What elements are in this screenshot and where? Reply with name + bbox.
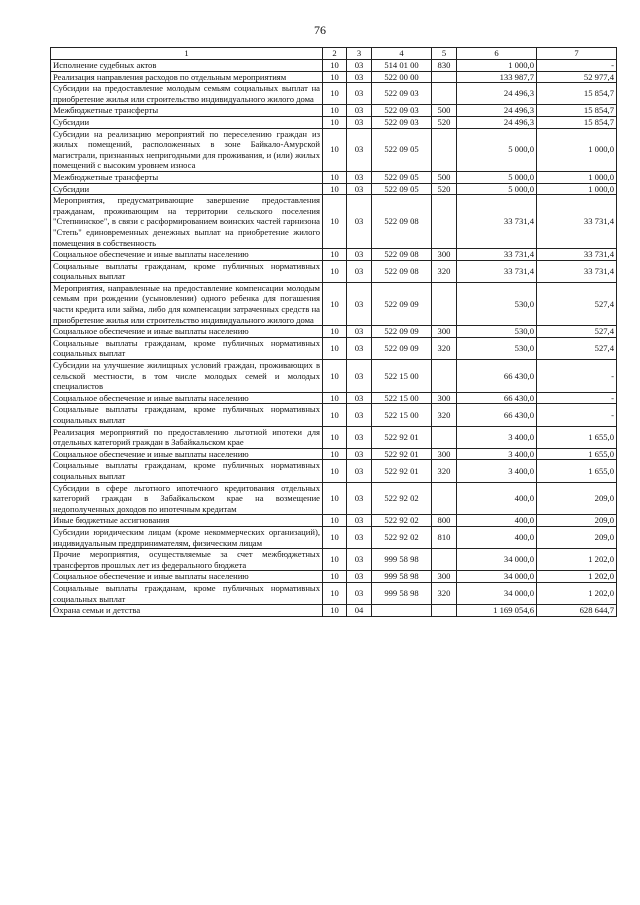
- executed-amount: 1 000,0: [537, 183, 617, 195]
- expense-type-code: 320: [432, 404, 457, 426]
- target-article-code: 514 01 00: [372, 60, 432, 72]
- subsection-code: 03: [347, 460, 372, 482]
- subsection-code: 03: [347, 582, 372, 604]
- subsection-code: 03: [347, 171, 372, 183]
- section-code: 10: [323, 195, 347, 249]
- subsection-code: 03: [347, 337, 372, 359]
- section-code: 10: [323, 360, 347, 393]
- subsection-code: 03: [347, 526, 372, 548]
- section-code: 10: [323, 183, 347, 195]
- executed-amount: -: [537, 60, 617, 72]
- subsection-code: 03: [347, 482, 372, 515]
- table-row: [51, 605, 617, 617]
- section-code: 10: [323, 128, 347, 171]
- target-article-code: 522 92 01: [372, 460, 432, 482]
- section-code: 10: [323, 448, 347, 460]
- target-article-code: 522 09 05: [372, 171, 432, 183]
- expense-type-code: 320: [432, 260, 457, 282]
- section-code: 10: [323, 326, 347, 338]
- table-row: [51, 515, 617, 527]
- row-name: Реализация направления расходов по отдельным мероприятиям: [51, 71, 323, 83]
- executed-amount: -: [537, 404, 617, 426]
- subsection-code: 03: [347, 128, 372, 171]
- executed-amount: 1 202,0: [537, 549, 617, 571]
- table-row: [51, 282, 617, 325]
- section-code: 10: [323, 71, 347, 83]
- header-cell: 1: [51, 48, 323, 60]
- executed-amount: 527,4: [537, 282, 617, 325]
- subsection-code: 03: [347, 282, 372, 325]
- executed-amount: -: [537, 392, 617, 404]
- row-name: Социальное обеспечение и иные выплаты населению: [51, 448, 323, 460]
- subsection-code: 03: [347, 83, 372, 105]
- planned-amount: 133 987,7: [457, 71, 537, 83]
- executed-amount: 527,4: [537, 337, 617, 359]
- executed-amount: 1 202,0: [537, 571, 617, 583]
- expense-type-code: [432, 482, 457, 515]
- row-name: Мероприятия, предусматривающие завершение предоставления гражданам, проживающим на территории сельского поселения "Степнинское", в связи с расформированием воинских частей гарнизона "Степь" единовременных денежных выплат на приобретение жилого помещения в собственность: [51, 195, 323, 249]
- table-row: [51, 105, 617, 117]
- subsection-code: 04: [347, 605, 372, 617]
- planned-amount: 24 496,3: [457, 105, 537, 117]
- planned-amount: 5 000,0: [457, 183, 537, 195]
- row-name: Субсидии в сфере льготного ипотечного кредитования отдельных категорий граждан в Забайкальском крае на возмещение недополученных доходов по ипотечным кредитам: [51, 482, 323, 515]
- planned-amount: 33 731,4: [457, 195, 537, 249]
- expense-type-code: 830: [432, 60, 457, 72]
- target-article-code: 522 09 05: [372, 128, 432, 171]
- row-name: Социальные выплаты гражданам, кроме публичных нормативных социальных выплат: [51, 260, 323, 282]
- budget-table: [50, 47, 617, 617]
- table-row: [51, 171, 617, 183]
- page-number: 76: [314, 23, 326, 37]
- executed-amount: -: [537, 360, 617, 393]
- table-row: [51, 426, 617, 448]
- subsection-code: 03: [347, 195, 372, 249]
- expense-type-code: 520: [432, 183, 457, 195]
- target-article-code: 522 92 02: [372, 526, 432, 548]
- table-row: [51, 448, 617, 460]
- planned-amount: 3 400,0: [457, 426, 537, 448]
- table-row: [51, 116, 617, 128]
- section-code: 10: [323, 392, 347, 404]
- planned-amount: 33 731,4: [457, 260, 537, 282]
- header-cell: 6: [457, 48, 537, 60]
- planned-amount: 5 000,0: [457, 171, 537, 183]
- target-article-code: [372, 605, 432, 617]
- target-article-code: 522 09 09: [372, 326, 432, 338]
- planned-amount: 3 400,0: [457, 448, 537, 460]
- expense-type-code: 320: [432, 337, 457, 359]
- expense-type-code: [432, 71, 457, 83]
- planned-amount: 1 169 054,6: [457, 605, 537, 617]
- planned-amount: 3 400,0: [457, 460, 537, 482]
- section-code: 10: [323, 337, 347, 359]
- section-code: 10: [323, 60, 347, 72]
- executed-amount: 628 644,7: [537, 605, 617, 617]
- expense-type-code: [432, 195, 457, 249]
- expense-type-code: 320: [432, 460, 457, 482]
- executed-amount: 527,4: [537, 326, 617, 338]
- row-name: Межбюджетные трансферты: [51, 171, 323, 183]
- section-code: 10: [323, 549, 347, 571]
- section-code: 10: [323, 460, 347, 482]
- subsection-code: 03: [347, 426, 372, 448]
- subsection-code: 03: [347, 249, 372, 261]
- expense-type-code: 810: [432, 526, 457, 548]
- header-cell: 4: [372, 48, 432, 60]
- target-article-code: 522 92 02: [372, 482, 432, 515]
- subsection-code: 03: [347, 260, 372, 282]
- section-code: 10: [323, 526, 347, 548]
- expense-type-code: 300: [432, 392, 457, 404]
- expense-type-code: 520: [432, 116, 457, 128]
- row-name: Социальные выплаты гражданам, кроме публичных нормативных социальных выплат: [51, 404, 323, 426]
- section-code: 10: [323, 404, 347, 426]
- planned-amount: 24 496,3: [457, 116, 537, 128]
- row-name: Прочие мероприятия, осуществляемые за счет межбюджетных трансфертов прошлых лет из федерального бюджета: [51, 549, 323, 571]
- table-row: [51, 260, 617, 282]
- table-row: [51, 195, 617, 249]
- executed-amount: 1 000,0: [537, 128, 617, 171]
- expense-type-code: 300: [432, 571, 457, 583]
- subsection-code: 03: [347, 326, 372, 338]
- section-code: 10: [323, 426, 347, 448]
- header-cell: 5: [432, 48, 457, 60]
- expense-type-code: [432, 282, 457, 325]
- planned-amount: 530,0: [457, 282, 537, 325]
- expense-type-code: 800: [432, 515, 457, 527]
- section-code: 10: [323, 582, 347, 604]
- planned-amount: 24 496,3: [457, 83, 537, 105]
- table-row: [51, 360, 617, 393]
- table-row: [51, 404, 617, 426]
- executed-amount: 1 655,0: [537, 448, 617, 460]
- table-row: [51, 549, 617, 571]
- target-article-code: 522 09 03: [372, 116, 432, 128]
- section-code: 10: [323, 571, 347, 583]
- expense-type-code: [432, 128, 457, 171]
- row-name: Иные бюджетные ассигнования: [51, 515, 323, 527]
- planned-amount: 34 000,0: [457, 582, 537, 604]
- section-code: 10: [323, 260, 347, 282]
- target-article-code: 522 09 08: [372, 249, 432, 261]
- target-article-code: 522 09 09: [372, 282, 432, 325]
- row-name: Межбюджетные трансферты: [51, 105, 323, 117]
- planned-amount: 66 430,0: [457, 360, 537, 393]
- table-row: [51, 582, 617, 604]
- table-row: [51, 83, 617, 105]
- target-article-code: 522 09 08: [372, 195, 432, 249]
- target-article-code: 522 92 01: [372, 448, 432, 460]
- target-article-code: 999 58 98: [372, 571, 432, 583]
- table-row: [51, 337, 617, 359]
- executed-amount: 15 854,7: [537, 116, 617, 128]
- row-name: Субсидии на улучшение жилищных условий граждан, проживающих в сельской местности, в том числе молодых семей и молодых специалистов: [51, 360, 323, 393]
- target-article-code: 522 15 00: [372, 404, 432, 426]
- executed-amount: 209,0: [537, 515, 617, 527]
- subsection-code: 03: [347, 183, 372, 195]
- executed-amount: 1 655,0: [537, 426, 617, 448]
- subsection-code: 03: [347, 515, 372, 527]
- subsection-code: 03: [347, 360, 372, 393]
- expense-type-code: [432, 605, 457, 617]
- target-article-code: 522 00 00: [372, 71, 432, 83]
- planned-amount: 400,0: [457, 515, 537, 527]
- section-code: 10: [323, 249, 347, 261]
- expense-type-code: [432, 549, 457, 571]
- planned-amount: 34 000,0: [457, 571, 537, 583]
- executed-amount: 1 000,0: [537, 171, 617, 183]
- row-name: Субсидии юридическим лицам (кроме некоммерческих организаций), индивидуальным предпринимателям, физическим лицам: [51, 526, 323, 548]
- row-name: Субсидии: [51, 183, 323, 195]
- row-name: Мероприятия, направленные на предоставление компенсации молодым семьям при рождении (усыновлении) одного ребенка для погашения части кредита или займа, либо для компенсации затраченных средств на приобретение жилья или строительство индивидуального жилого дома: [51, 282, 323, 325]
- target-article-code: 999 58 98: [372, 549, 432, 571]
- target-article-code: 522 09 03: [372, 105, 432, 117]
- table-row: [51, 60, 617, 72]
- target-article-code: 522 09 05: [372, 183, 432, 195]
- executed-amount: 1 202,0: [537, 582, 617, 604]
- header-cell: 3: [347, 48, 372, 60]
- target-article-code: 522 92 01: [372, 426, 432, 448]
- expense-type-code: 320: [432, 582, 457, 604]
- header-cell: 7: [537, 48, 617, 60]
- subsection-code: 03: [347, 392, 372, 404]
- planned-amount: 530,0: [457, 326, 537, 338]
- planned-amount: 400,0: [457, 526, 537, 548]
- executed-amount: 33 731,4: [537, 260, 617, 282]
- section-code: 10: [323, 116, 347, 128]
- table-body: [51, 60, 617, 617]
- table-row: [51, 183, 617, 195]
- planned-amount: 66 430,0: [457, 404, 537, 426]
- executed-amount: 209,0: [537, 482, 617, 515]
- subsection-code: 03: [347, 549, 372, 571]
- table-row: [51, 392, 617, 404]
- header-row: [51, 48, 617, 60]
- planned-amount: 1 000,0: [457, 60, 537, 72]
- section-code: 10: [323, 482, 347, 515]
- planned-amount: 34 000,0: [457, 549, 537, 571]
- row-name: Социальное обеспечение и иные выплаты населению: [51, 571, 323, 583]
- section-code: 10: [323, 83, 347, 105]
- table-row: [51, 482, 617, 515]
- subsection-code: 03: [347, 105, 372, 117]
- planned-amount: 530,0: [457, 337, 537, 359]
- planned-amount: 400,0: [457, 482, 537, 515]
- expense-type-code: [432, 360, 457, 393]
- table-row: [51, 128, 617, 171]
- row-name: Социальные выплаты гражданам, кроме публичных нормативных социальных выплат: [51, 460, 323, 482]
- expense-type-code: 300: [432, 448, 457, 460]
- table-row: [51, 71, 617, 83]
- table-row: [51, 326, 617, 338]
- target-article-code: 999 58 98: [372, 582, 432, 604]
- table-row: [51, 571, 617, 583]
- row-name: Охрана семьи и детства: [51, 605, 323, 617]
- section-code: 10: [323, 605, 347, 617]
- expense-type-code: [432, 426, 457, 448]
- expense-type-code: [432, 83, 457, 105]
- row-name: Социальные выплаты гражданам, кроме публичных нормативных социальных выплат: [51, 582, 323, 604]
- subsection-code: 03: [347, 448, 372, 460]
- section-code: 10: [323, 515, 347, 527]
- row-name: Социальное обеспечение и иные выплаты населению: [51, 326, 323, 338]
- subsection-code: 03: [347, 71, 372, 83]
- expense-type-code: 500: [432, 105, 457, 117]
- executed-amount: 52 977,4: [537, 71, 617, 83]
- row-name: Реализация мероприятий по предоставлению льготной ипотеки для отдельных категорий граждан в Забайкальском крае: [51, 426, 323, 448]
- table-row: [51, 526, 617, 548]
- row-name: Социальное обеспечение и иные выплаты населению: [51, 249, 323, 261]
- planned-amount: 66 430,0: [457, 392, 537, 404]
- table-row: [51, 249, 617, 261]
- target-article-code: 522 92 02: [372, 515, 432, 527]
- header-cell: 2: [323, 48, 347, 60]
- expense-type-code: 300: [432, 326, 457, 338]
- executed-amount: 33 731,4: [537, 249, 617, 261]
- target-article-code: 522 09 08: [372, 260, 432, 282]
- target-article-code: 522 09 03: [372, 83, 432, 105]
- subsection-code: 03: [347, 404, 372, 426]
- row-name: Социальное обеспечение и иные выплаты населению: [51, 392, 323, 404]
- subsection-code: 03: [347, 116, 372, 128]
- executed-amount: 33 731,4: [537, 195, 617, 249]
- table-row: [51, 460, 617, 482]
- section-code: 10: [323, 282, 347, 325]
- section-code: 10: [323, 171, 347, 183]
- planned-amount: 5 000,0: [457, 128, 537, 171]
- target-article-code: 522 15 00: [372, 392, 432, 404]
- target-article-code: 522 09 09: [372, 337, 432, 359]
- subsection-code: 03: [347, 60, 372, 72]
- row-name: Субсидии на предоставление молодым семьям социальных выплат на приобретение жилья или строительство индивидуального жилого дома: [51, 83, 323, 105]
- planned-amount: 33 731,4: [457, 249, 537, 261]
- executed-amount: 15 854,7: [537, 83, 617, 105]
- section-code: 10: [323, 105, 347, 117]
- executed-amount: 1 655,0: [537, 460, 617, 482]
- subsection-code: 03: [347, 571, 372, 583]
- expense-type-code: 300: [432, 249, 457, 261]
- expense-type-code: 500: [432, 171, 457, 183]
- target-article-code: 522 15 00: [372, 360, 432, 393]
- executed-amount: 15 854,7: [537, 105, 617, 117]
- row-name: Субсидии на реализацию мероприятий по переселению граждан из жилых помещений, расположенных в зоне Байкало-Амурской магистрали, признанных непригодными для проживания, и (или) жилых помещений с высоким уровнем износа: [51, 128, 323, 171]
- executed-amount: 209,0: [537, 526, 617, 548]
- row-name: Исполнение судебных актов: [51, 60, 323, 72]
- row-name: Социальные выплаты гражданам, кроме публичных нормативных социальных выплат: [51, 337, 323, 359]
- row-name: Субсидии: [51, 116, 323, 128]
